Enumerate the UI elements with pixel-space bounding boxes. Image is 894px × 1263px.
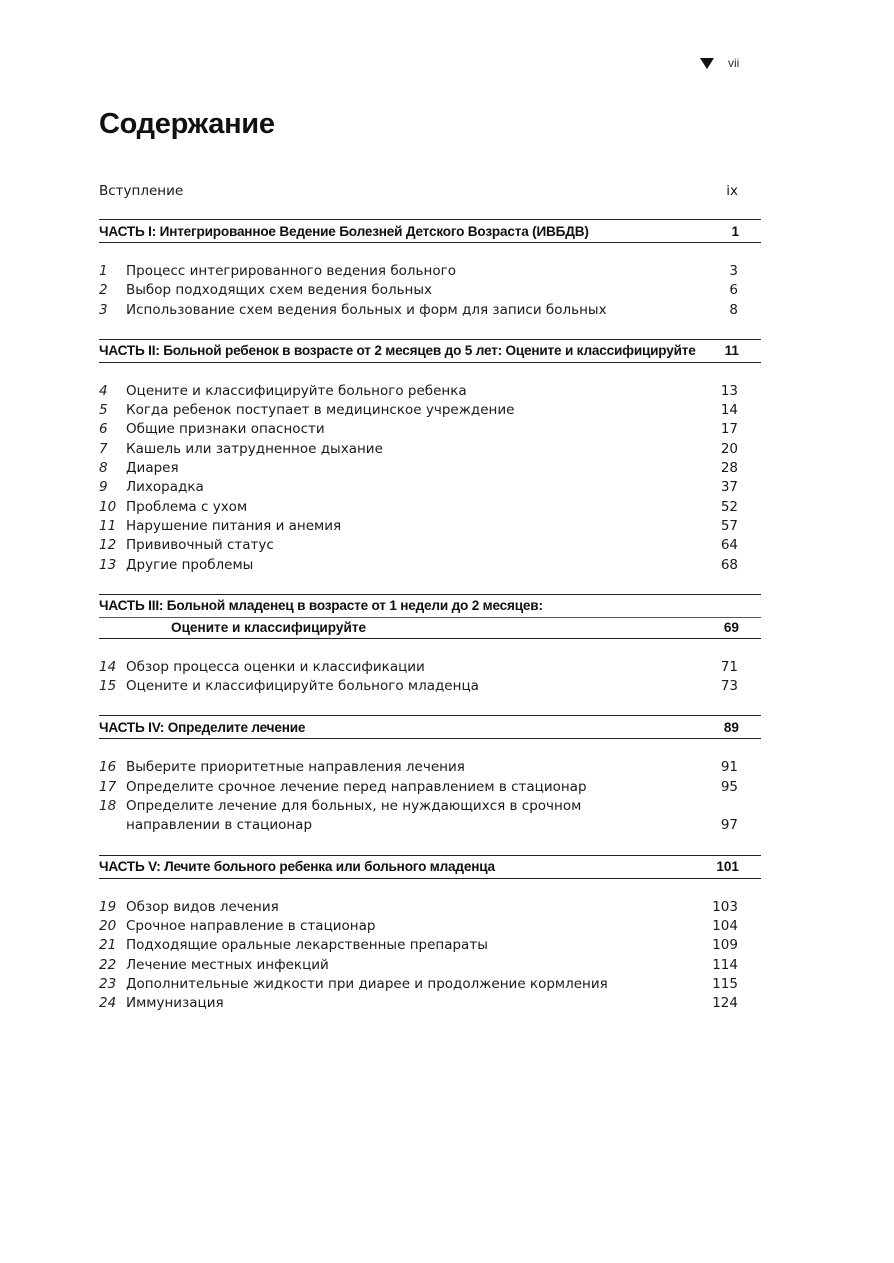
chapter-number: 19 xyxy=(99,898,117,915)
chapter-entry[interactable] xyxy=(99,917,761,936)
chapter-page: 97 xyxy=(720,817,738,834)
chapter-number: 9 xyxy=(99,479,108,496)
chapter-number: 15 xyxy=(99,678,117,695)
chapter-number: 5 xyxy=(99,402,108,419)
chapter-title: Оцените и классифицируйте больного младенца xyxy=(126,678,479,695)
chapter-title: Обзор видов лечения xyxy=(126,898,279,915)
chapter-entry[interactable] xyxy=(99,797,761,836)
running-header xyxy=(700,56,739,70)
chapter-page: 20 xyxy=(720,440,738,457)
toc-intro-entry[interactable] xyxy=(99,181,761,201)
chapter-page: 57 xyxy=(720,517,738,534)
intro-page: ix xyxy=(726,183,738,199)
chapter-title: Оцените и классифицируйте больного ребенка xyxy=(126,382,467,399)
chapter-entry[interactable] xyxy=(99,382,761,401)
part-title: ЧАСТЬ II: Больной ребенок в возрасте от 2 месяцев до 5 лет: Оцените и классифицируйте xyxy=(99,343,696,359)
chapter-title: Иммунизация xyxy=(126,995,224,1012)
part-3-chapters xyxy=(99,658,761,697)
chapter-page: 104 xyxy=(712,917,738,934)
chapter-title: Кашель или затрудненное дыхание xyxy=(126,440,383,457)
part-page: 69 xyxy=(723,620,739,636)
part-title: ЧАСТЬ I: Интегрированное Ведение Болезней Детского Возраста (ИВБДВ) xyxy=(99,223,589,239)
part-title: ЧАСТЬ IV: Определите лечение xyxy=(99,719,306,735)
chapter-entry[interactable] xyxy=(99,478,761,497)
chapter-title: Нарушение питания и анемия xyxy=(126,517,342,534)
chapter-title: Срочное направление в стационар xyxy=(126,917,376,934)
chapter-title: Лечение местных инфекций xyxy=(126,956,329,973)
chapter-entry[interactable] xyxy=(99,975,761,994)
chapter-entry[interactable] xyxy=(99,556,761,575)
chapter-title: Дополнительные жидкости при диарее и продолжение кормления xyxy=(126,975,608,992)
chapter-title: Подходящие оральные лекарственные препараты xyxy=(126,937,488,954)
chapter-entry[interactable] xyxy=(99,956,761,975)
chapter-number: 3 xyxy=(99,301,108,318)
part-subtitle: Оцените и классифицируйте xyxy=(171,620,367,636)
part-2-heading[interactable] xyxy=(99,339,761,363)
part-page: 89 xyxy=(723,719,739,735)
part-1-heading[interactable] xyxy=(99,219,761,243)
chapter-entry[interactable] xyxy=(99,778,761,797)
chapter-page: 6 xyxy=(729,282,738,299)
chapter-number: 11 xyxy=(99,517,117,534)
chapter-title: Общие признаки опасности xyxy=(126,421,325,438)
part-5-heading[interactable] xyxy=(99,855,761,879)
chapter-number: 10 xyxy=(99,498,117,515)
chapter-entry[interactable] xyxy=(99,658,761,677)
chapter-entry[interactable] xyxy=(99,936,761,955)
part-3-heading[interactable] xyxy=(99,594,761,639)
chapter-page: 71 xyxy=(720,658,738,675)
chapter-title: Другие проблемы xyxy=(126,556,254,573)
chapter-number: 1 xyxy=(99,263,108,279)
chapter-title: Выбор подходящих схем ведения больных xyxy=(126,282,433,299)
chapter-entry[interactable] xyxy=(99,677,761,696)
chapter-page: 8 xyxy=(729,301,738,318)
triangle-marker-icon xyxy=(700,58,714,69)
part-2-chapters xyxy=(99,382,761,575)
chapter-page: 124 xyxy=(712,995,738,1012)
part-title: ЧАСТЬ III: Больной младенец в возрасте от 1 недели до 2 месяцев: xyxy=(99,598,543,614)
chapter-title: Обзор процесса оценки и классификации xyxy=(126,658,425,675)
chapter-entry[interactable] xyxy=(99,498,761,517)
part-4-chapters xyxy=(99,758,761,835)
part-page: 1 xyxy=(731,223,739,239)
chapter-number: 18 xyxy=(99,798,117,815)
chapter-page: 115 xyxy=(712,975,738,992)
chapter-title: Когда ребенок поступает в медицинское учреждение xyxy=(126,402,515,419)
chapter-title: Использование схем ведения больных и форм для записи больных xyxy=(126,301,607,318)
chapter-entry[interactable] xyxy=(99,281,761,300)
header-page-number: vii xyxy=(728,56,740,70)
chapter-number: 20 xyxy=(99,917,117,934)
chapter-title: Лихорадка xyxy=(126,479,204,496)
chapter-number: 6 xyxy=(99,421,108,438)
part-1-chapters xyxy=(99,262,761,320)
chapter-page: 14 xyxy=(720,402,738,419)
chapter-page: 13 xyxy=(720,382,738,399)
chapter-entry[interactable] xyxy=(99,898,761,917)
chapter-title: Диарея xyxy=(126,460,179,477)
chapter-number: 23 xyxy=(99,975,117,992)
chapter-number: 4 xyxy=(99,382,108,399)
chapter-number: 7 xyxy=(99,440,108,457)
page-title: Содержание xyxy=(99,108,275,140)
part-page: 11 xyxy=(724,343,739,359)
chapter-entry[interactable] xyxy=(99,420,761,439)
chapter-title: Процесс интегрированного ведения больного xyxy=(126,263,456,279)
chapter-page: 17 xyxy=(720,421,738,438)
chapter-entry[interactable] xyxy=(99,262,761,281)
chapter-title: Проблема с ухом xyxy=(126,498,248,515)
chapter-page: 73 xyxy=(720,678,738,695)
chapter-page: 109 xyxy=(712,937,738,954)
part-5-chapters xyxy=(99,898,761,1014)
chapter-entry[interactable] xyxy=(99,440,761,459)
chapter-number: 8 xyxy=(99,460,108,477)
chapter-entry[interactable] xyxy=(99,758,761,777)
part-4-heading[interactable] xyxy=(99,715,761,739)
chapter-number: 14 xyxy=(99,658,117,675)
chapter-entry[interactable] xyxy=(99,994,761,1013)
chapter-number: 21 xyxy=(99,937,117,954)
chapter-title: Определите лечение для больных, не нуждающихся в срочном направлении в стационар xyxy=(126,798,582,834)
chapter-page: 68 xyxy=(720,556,738,573)
chapter-page: 37 xyxy=(720,479,738,496)
chapter-number: 16 xyxy=(99,759,117,776)
chapter-number: 22 xyxy=(99,956,117,973)
chapter-number: 2 xyxy=(99,282,108,299)
chapter-page: 52 xyxy=(720,498,738,515)
chapter-title: Выберите приоритетные направления лечения xyxy=(126,759,465,776)
chapter-entry[interactable] xyxy=(99,536,761,555)
chapter-page: 64 xyxy=(720,537,738,554)
chapter-page: 91 xyxy=(720,759,738,776)
chapter-entry[interactable] xyxy=(99,401,761,420)
chapter-page: 114 xyxy=(712,956,738,973)
chapter-title: Прививочный статус xyxy=(126,537,274,554)
table-of-contents xyxy=(99,181,761,1013)
chapter-number: 13 xyxy=(99,556,117,573)
part-title: ЧАСТЬ V: Лечите больного ребенка или больного младенца xyxy=(99,859,495,875)
chapter-page: 103 xyxy=(712,898,738,915)
chapter-page: 3 xyxy=(729,263,738,279)
chapter-title: Определите срочное лечение перед направлением в стационар xyxy=(126,778,587,795)
chapter-entry[interactable] xyxy=(99,517,761,536)
chapter-entry[interactable] xyxy=(99,459,761,478)
chapter-number: 17 xyxy=(99,778,117,795)
chapter-number: 24 xyxy=(99,995,117,1012)
part-page: 101 xyxy=(716,859,739,875)
chapter-page: 95 xyxy=(720,778,738,795)
intro-label: Вступление xyxy=(99,183,184,199)
chapter-page: 28 xyxy=(720,460,738,477)
chapter-number: 12 xyxy=(99,537,117,554)
chapter-entry[interactable] xyxy=(99,301,761,320)
